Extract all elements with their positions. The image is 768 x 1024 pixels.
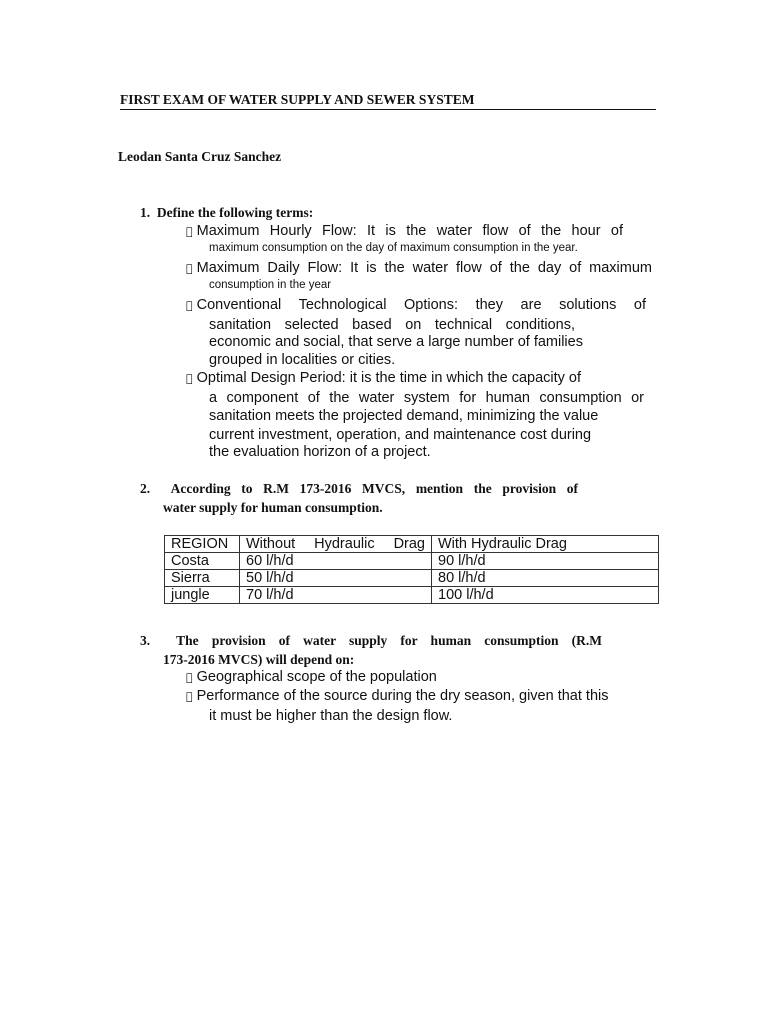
table-cell: 50 l/h/d	[240, 570, 432, 587]
table-row	[165, 570, 659, 587]
table-header-cell: REGION	[165, 536, 240, 553]
table-header-cell: With Hydraulic Drag	[432, 536, 659, 553]
document-title: FIRST EXAM OF WATER SUPPLY AND SEWER SYSTEM	[120, 92, 656, 110]
bullet-icon	[186, 225, 193, 238]
q1-bullet-1-text: Maximum Hourly Flow: It is the water flow of the hour of	[190, 223, 623, 239]
q1-bullet-3-line-3: economic and social, that serve a large number of families	[209, 334, 583, 350]
question-2-heading-line-1: 2. According to R.M 173-2016 MVCS, mention the provision of	[140, 481, 578, 496]
q1-bullet-4-line-5: the evaluation horizon of a project.	[209, 444, 431, 460]
table-cell: Sierra	[165, 570, 240, 587]
table-cell: jungle	[165, 587, 240, 604]
q3-bullet-2-line-1	[186, 688, 608, 704]
table-header-cell	[240, 536, 432, 553]
q1-bullet-4-text: Optimal Design Period: it is the time in which the capacity of	[190, 370, 575, 386]
question-3-heading-line-1: 3. The provision of water supply for human consumption (R.M	[140, 633, 602, 648]
q1-bullet-2-line-1	[186, 260, 652, 276]
table-cell: 100 l/h/d	[432, 587, 659, 604]
q3-bullet-1-text: Geographical scope of the population	[190, 669, 431, 685]
table-header-row	[165, 536, 659, 553]
q3-bullet-2-text: Performance of the source during the dry season, given that this	[190, 688, 602, 704]
bullet-icon	[186, 262, 193, 275]
q1-bullet-3-text: Conventional Technological Options: they are solutions of	[190, 297, 646, 313]
q3-bullet-1	[186, 669, 437, 685]
question-1-heading: 1. Define the following terms:	[140, 205, 314, 220]
q1-bullet-3-line-1	[186, 297, 646, 313]
table-row	[165, 587, 659, 604]
water-provision-table	[164, 535, 659, 604]
table-row	[165, 553, 659, 570]
question-2-heading-line-2: water supply for human consumption.	[163, 500, 383, 515]
author-name: Leodan Santa Cruz Sanchez	[118, 149, 282, 164]
q3-bullet-2-line-2: it must be higher than the design flow.	[209, 708, 453, 724]
q1-bullet-2-line-2: consumption in the year	[209, 279, 332, 291]
table-cell: Costa	[165, 553, 240, 570]
question-3-heading-line-2: 173-2016 MVCS) will depend on:	[163, 652, 355, 667]
bullet-icon	[186, 299, 193, 312]
q1-bullet-4-line-2: a component of the water system for human consumption or	[209, 390, 644, 406]
q1-bullet-1-line-1	[186, 223, 623, 239]
q1-bullet-4-line-1	[186, 370, 581, 386]
q1-bullet-3-line-4: grouped in localities or cities.	[209, 352, 396, 368]
table-cell: 80 l/h/d	[432, 570, 659, 587]
q1-bullet-1-line-2: maximum consumption on the day of maximum consumption in the year.	[209, 242, 578, 254]
q1-bullet-3-line-2: sanitation selected based on technical conditions,	[209, 317, 575, 333]
table-cell: 60 l/h/d	[240, 553, 432, 570]
bullet-icon	[186, 671, 193, 684]
bullet-icon	[186, 372, 193, 385]
q1-bullet-4-line-4: current investment, operation, and maintenance cost during	[209, 427, 592, 443]
table-cell: 90 l/h/d	[432, 553, 659, 570]
bullet-icon	[186, 690, 193, 703]
table-header-text: Without Hydraulic Drag	[246, 536, 425, 552]
q1-bullet-4-line-3: sanitation meets the projected demand, minimizing the value	[209, 408, 599, 424]
table-cell: 70 l/h/d	[240, 587, 432, 604]
q1-bullet-2-text: Maximum Daily Flow: It is the water flow of the day of maximum	[190, 260, 652, 276]
